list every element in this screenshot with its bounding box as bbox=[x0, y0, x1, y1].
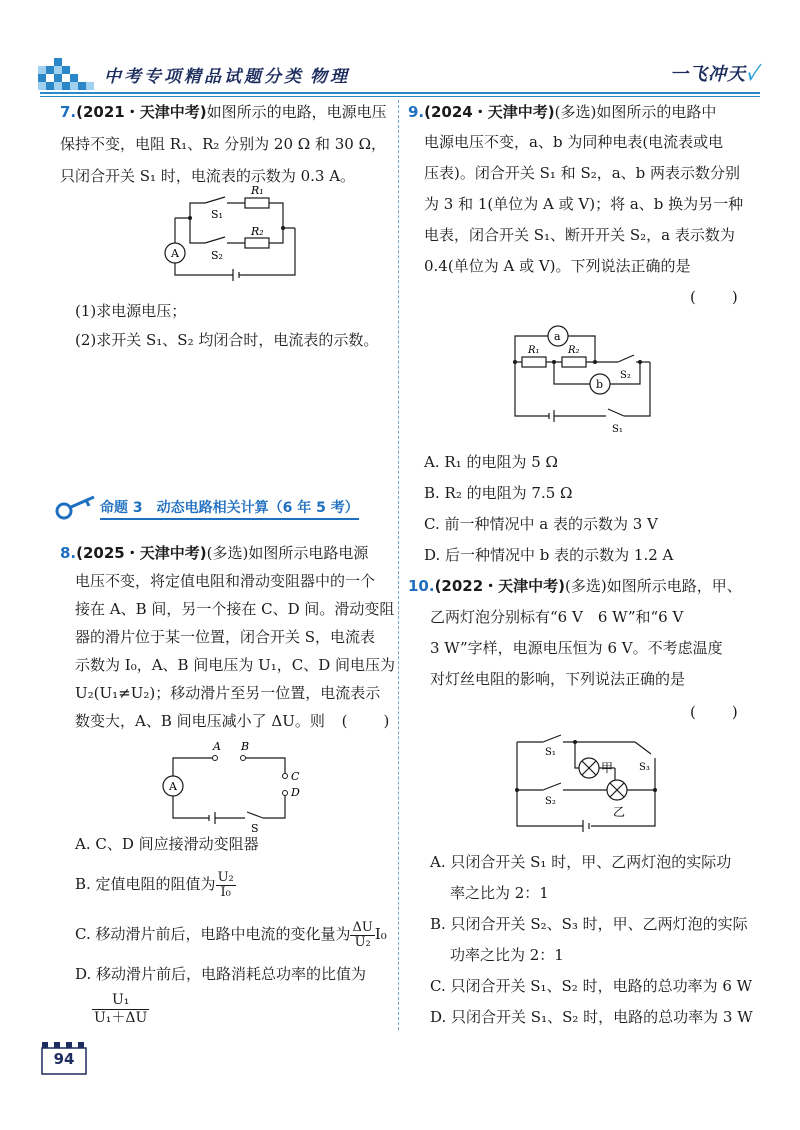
q9-option-b: B. R₂ 的电阻为 7.5 Ω bbox=[424, 484, 573, 502]
q9-option-d: D. 后一种情况中 b 表的示数为 1.2 A bbox=[424, 546, 674, 564]
q10-s1-label: S₁ bbox=[545, 747, 556, 758]
q8-source: (2025・天津中考) bbox=[76, 544, 207, 562]
column-divider bbox=[398, 100, 399, 1030]
q7-s2-label: S₂ bbox=[211, 249, 223, 262]
q10-yi-label: 乙 bbox=[613, 805, 626, 819]
q9-a-meter-label: a bbox=[554, 330, 561, 343]
q9-line-4: 电表，闭合开关 S₁、断开开关 S₂，a 表示数为 bbox=[424, 226, 735, 244]
q10-answer-blank: ( ) bbox=[690, 703, 740, 721]
q8-circuit-diagram bbox=[155, 738, 315, 833]
q10-number: 10. bbox=[408, 577, 435, 595]
q7-number: 7. bbox=[60, 103, 77, 121]
q9-s1-label: S₁ bbox=[612, 424, 623, 435]
q8-line-3: 器的滑片位于某一位置，闭合开关 S，电流表 bbox=[75, 628, 376, 646]
section-heading: 命题 3 动态电路相关计算（6 年 5 考） bbox=[100, 497, 359, 520]
page-number: 94 bbox=[53, 1050, 75, 1068]
q9-r1-label: R₁ bbox=[528, 345, 540, 356]
q9-s2-label: S₂ bbox=[620, 370, 631, 381]
q8-option-a: A. C、D 间应接滑动变阻器 bbox=[75, 835, 259, 853]
q8-d-label: D bbox=[291, 786, 300, 799]
q10-line-2: 3 W”字样，电源电压恒为 6 V。不考虑温度 bbox=[430, 639, 723, 657]
q10-option-c: C. 只闭合开关 S₁、S₂ 时，电路的总功率为 6 W bbox=[430, 977, 753, 995]
q10-option-b-2: 功率之比为 2：1 bbox=[450, 946, 564, 964]
brand-logo: 一飞冲天✓ bbox=[670, 64, 759, 85]
q8-line-2: 接在 A、B 间，另一个接在 C、D 间。滑动变阻 bbox=[75, 600, 395, 618]
q10-option-d: D. 只闭合开关 S₁、S₂ 时，电路的总功率为 3 W bbox=[430, 1008, 753, 1026]
q9-r2-label: R₂ bbox=[568, 345, 580, 356]
q10-jia-label: 甲 bbox=[601, 761, 614, 775]
q10-line-1: 乙两灯泡分别标有“6 V 6 W”和“6 V bbox=[430, 608, 684, 626]
q8-line-0: 8.(2025・天津中考)(多选)如图所示电路电源 bbox=[60, 544, 369, 562]
q8-line-6: 数变大，A、B 间电压减小了 ΔU。则 ( ) bbox=[75, 712, 392, 730]
q9-line-3: 为 3 和 1(单位为 A 或 V)；将 a、b 换为另一种 bbox=[424, 195, 744, 213]
q7-line-1: 保持不变，电阻 R₁、R₂ 分别为 20 Ω 和 30 Ω， bbox=[60, 135, 387, 153]
q8-a-label: A bbox=[213, 740, 221, 753]
q8-option-b: B. 定值电阻的阻值为 $\frac{\text{U₂}}{\text{I₀}}$ bbox=[75, 869, 234, 900]
q10-line-3: 对灯丝电阻的影响，下列说法正确的是 bbox=[430, 670, 686, 688]
q7-sub-2: (2)求开关 S₁、S₂ 均闭合时，电流表的示数。 bbox=[75, 331, 379, 349]
q7-r2-label: R₂ bbox=[251, 225, 264, 238]
q9-line-5: 0.4(单位为 A 或 V)。下列说法正确的是 bbox=[424, 257, 691, 275]
q7-r1-label: R₁ bbox=[251, 184, 264, 197]
key-icon bbox=[54, 493, 96, 523]
header-checker-icon bbox=[38, 50, 108, 94]
q8-option-c-fraction: $\frac{\Delta U}{\text{U₂}}$ bbox=[352, 919, 373, 950]
q8-answer-blank: ( ) bbox=[341, 712, 392, 730]
q9-option-a: A. R₁ 的电阻为 5 Ω bbox=[424, 453, 558, 471]
check-icon: ✓ bbox=[746, 64, 759, 85]
q10-s3-label: S₃ bbox=[639, 762, 650, 773]
q7-source: (2021・天津中考) bbox=[76, 103, 207, 121]
header-subject: 物理 bbox=[310, 67, 350, 87]
q9-line-2: 压表)。闭合开关 S₁ 和 S₂，a、b 两表示数分别 bbox=[424, 164, 741, 182]
q8-b-label: B bbox=[241, 740, 250, 753]
q9-answer-blank: ( ) bbox=[690, 288, 740, 306]
q10-option-a-2: 率之比为 2：1 bbox=[450, 884, 549, 902]
q8-number: 8. bbox=[60, 544, 77, 562]
q10-source: (2022・天津中考) bbox=[434, 577, 566, 595]
q8-line-4: 示数为 I₀，A、B 间电压为 U₁，C、D 间电压为 bbox=[75, 656, 396, 674]
q10-option-a-1: A. 只闭合开关 S₁ 时，甲、乙两灯泡的实际功 bbox=[430, 853, 732, 871]
q10-s2-label: S₂ bbox=[545, 796, 556, 807]
q7-s1-label: S₁ bbox=[211, 208, 223, 221]
q9-line-1: 电源电压不变，a、b 为同种电表(电流表或电 bbox=[424, 133, 724, 151]
q10-circuit-diagram bbox=[505, 730, 665, 840]
page-header bbox=[0, 0, 800, 100]
q8-s-label: S bbox=[251, 822, 259, 833]
q8-option-d: D. 移动滑片前后，电路消耗总功率的比值为 bbox=[75, 965, 367, 983]
q7-ammeter-label: A bbox=[171, 247, 179, 260]
q7-circuit-diagram bbox=[155, 183, 315, 293]
q9-line-0: 9.(2024・天津中考)(多选)如图所示的电路中 bbox=[408, 103, 717, 121]
q8-option-c: C. 移动滑片前后，电路中电流的变化量为 $\frac{\Delta U}{\text{U₂}}$ I₀ bbox=[75, 919, 387, 950]
q8-line-1: 电压不变，将定值电阻和滑动变阻器中的一个 bbox=[75, 572, 376, 590]
q8-line-5: U₂(U₁≠U₂)；移动滑片至另一位置，电流表示 bbox=[75, 684, 381, 702]
q9-number: 9. bbox=[408, 103, 425, 121]
q9-option-c: C. 前一种情况中 a 表的示数为 3 V bbox=[424, 515, 658, 533]
q7-sub-1: (1)求电源电压； bbox=[75, 302, 187, 320]
q8-option-b-fraction: $\frac{\text{U₂}}{\text{I₀}}$ bbox=[217, 869, 234, 900]
header-rule bbox=[40, 92, 760, 94]
q9-source: (2024・天津中考) bbox=[424, 103, 555, 121]
q8-option-d-fraction: $\frac{\text{U₁}}{\text{U₁＋ΔU}}$ bbox=[94, 992, 148, 1026]
q10-line-0: 10.(2022・天津中考)(多选)如图所示电路，甲、 bbox=[408, 577, 742, 595]
q8-ammeter-label: A bbox=[169, 780, 177, 793]
q7-line-2: 只闭合开关 S₁ 时，电流表的示数为 0.3 A。 bbox=[60, 167, 356, 185]
q10-option-b-1: B. 只闭合开关 S₂、S₃ 时，甲、乙两灯泡的实际 bbox=[430, 915, 748, 933]
q9-circuit-diagram bbox=[500, 318, 660, 436]
q8-c-label: C bbox=[291, 770, 300, 783]
q9-b-meter-label: b bbox=[596, 378, 604, 391]
header-title: 中考专项精品试题分类 bbox=[104, 67, 304, 87]
q7-line-0: 7.(2021・天津中考)如图所示的电路，电源电压 bbox=[60, 103, 387, 121]
